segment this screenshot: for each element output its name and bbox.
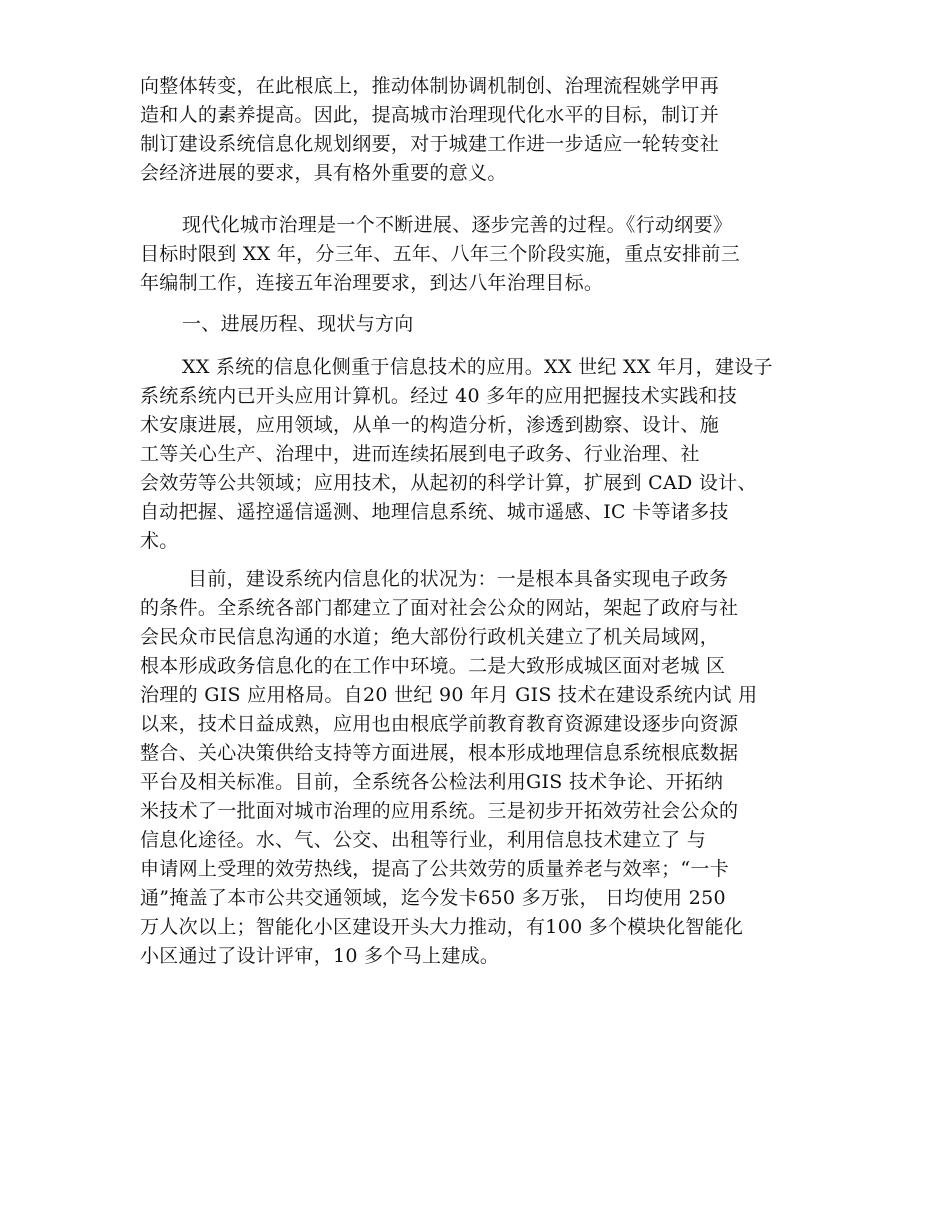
- text-line: 自动把握、遥控遥信遥测、地理信息系统、城市遥感、IC 卡等诸多技: [140, 501, 729, 523]
- text-line: 治理的 GIS 应用格局。自20 世纪 90 年月 GIS 技术在建设系统内试 用: [140, 684, 758, 706]
- text-line: 会效劳等公共领域；应用技术，从起初的科学计算，扩展到 CAD 设计、: [140, 472, 757, 494]
- text-line: 会经济进展的要求，具有格外重要的意义。: [140, 162, 507, 184]
- text-line: 制订建设系统信息化规划纲要，对于城建工作进一步适应一轮转变社: [140, 133, 720, 155]
- text-line: 米技术了一批面对城市治理的应用系统。三是初步开拓效劳社会公众的: [140, 800, 739, 822]
- text-line: 术。: [140, 530, 179, 552]
- text-line: 现代化城市治理是一个不断进展、逐步完善的过程。《行动纲要》: [182, 214, 733, 236]
- text-line: XX 系统的信息化侧重于信息技术的应用。XX 世纪 XX 年月，建设子: [182, 356, 773, 378]
- text-line: 平台及相关标准。目前，全系统各公检法利用GIS 技术争论、开拓纳: [140, 771, 724, 793]
- text-line: 的条件。全系统各部门都建立了面对社会公众的网站，架起了政府与社: [140, 597, 739, 619]
- text-line: 根本形成政务信息化的在工作中环境。二是大致形成城区面对老城 区: [140, 655, 726, 677]
- text-line: 向整体转变，在此根底上，推动体制协调机制创、治理流程姚学甲再: [140, 75, 720, 97]
- text-line: 年编制工作，连接五年治理要求，到达八年治理目标。: [140, 272, 604, 294]
- text-line: 工等关心生产、治理中，进而连续拓展到电子政务、行业治理、社: [140, 443, 700, 465]
- text-line: 会民众市民信息沟通的水道；绝大部份行政机关建立了机关局域网，: [140, 626, 720, 648]
- text-line: 以来，技术日益成熟，应用也由根底学前教育教育资源建设逐步向资源: [140, 713, 739, 735]
- text-line: 通”掩盖了本市公共交通领域，迄今发卡650 多万张， 日均使用 250: [140, 887, 726, 909]
- paragraph-history: [140, 353, 820, 556]
- section-heading: [140, 310, 820, 339]
- text-line: 小区通过了设计评审，10 多个马上建成。: [140, 945, 500, 967]
- paragraph-modernization: [140, 211, 820, 298]
- text-line: 术安康进展，应用领域，从单一的构造分析，渗透到勘察、设计、施: [140, 414, 720, 436]
- text-line: 申请网上受理的效劳热线，提高了公共效劳的质量养老与效率；“一卡: [140, 858, 730, 880]
- text-line: 万人次以上；智能化小区建设开头大力推动，有100 多个模块化智能化: [140, 916, 744, 938]
- paragraph-intro-continuation: [140, 72, 820, 188]
- text-line: 整合、关心决策供给支持等方面进展，根本形成地理信息系统根底数据: [140, 742, 739, 764]
- paragraph-current-status: [140, 565, 820, 971]
- text-line: 信息化途径。水、气、公交、出租等行业，利用信息技术建立了 与: [140, 829, 707, 851]
- text-line: 目前，建设系统内信息化的状况为：一是根本具备实现电子政务: [188, 568, 729, 590]
- text-line: 系统系统内已开头应用计算机。经过 40 多年的应用把握技术实践和技: [140, 385, 738, 407]
- heading-text: 一、进展历程、现状与方向: [182, 313, 414, 335]
- text-line: 目标时限到 XX 年，分三年、五年、八年三个阶段实施，重点安排前三: [140, 243, 741, 265]
- text-line: 造和人的素养提高。因此，提高城市治理现代化水平的目标，制订并: [140, 104, 720, 126]
